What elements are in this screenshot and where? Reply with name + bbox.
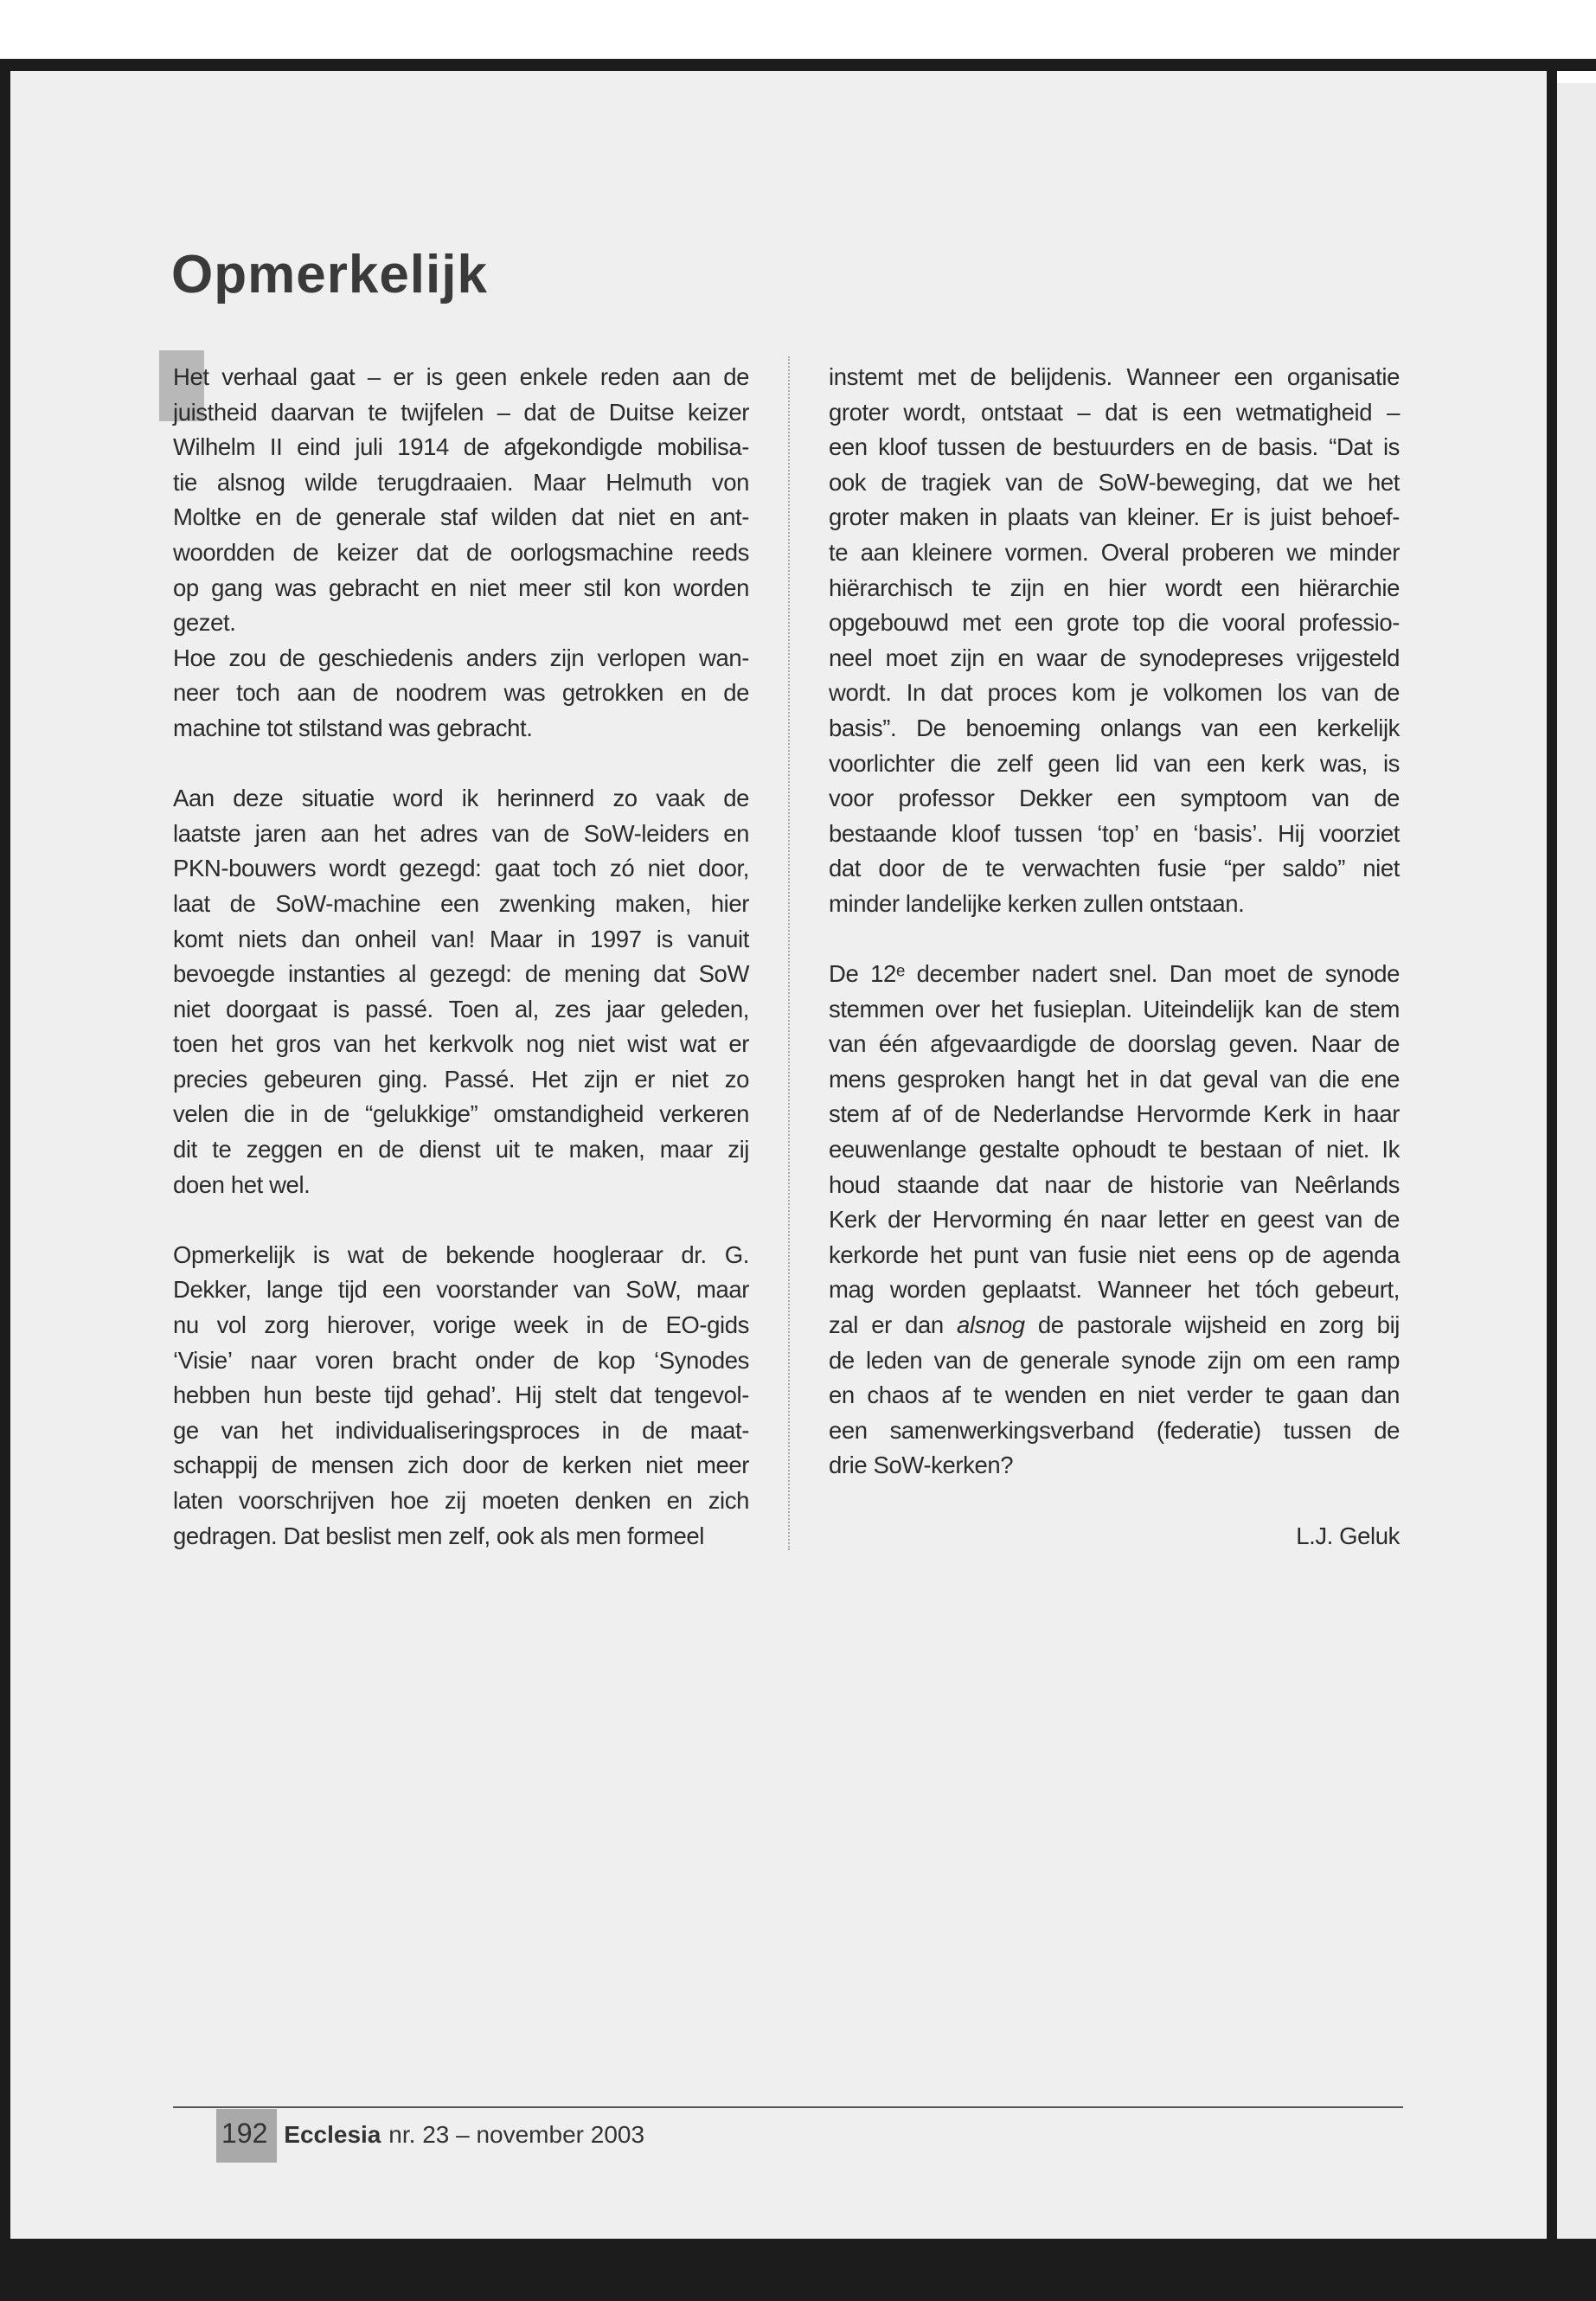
text-line: juistheid daarvan te twijfelen – dat de Duitse keizer [173, 398, 749, 426]
scan-border-right [1547, 59, 1557, 2247]
text-line: gedragen. Dat beslist men zelf, ook als men formeel [173, 1522, 704, 1549]
text-line: voorlichter die zelf geen lid van een kerk was, is [829, 749, 1400, 777]
paragraph-gap [173, 1202, 749, 1238]
text-line: precies gebeuren ging. Passé. Het zijn er niet zo [173, 1065, 749, 1093]
text-line: stem af of de Nederlandse Hervormde Kerk in haar [829, 1100, 1400, 1128]
text-line: gezet. [173, 609, 236, 637]
text-line: woordden de keizer dat de oorlogsmachine reeds [173, 538, 749, 566]
text-line: en chaos af te wenden en niet verder te gaan dan [829, 1381, 1400, 1409]
text-line: niet doorgaat is passé. Toen al, zes jaar geleden, [173, 995, 749, 1022]
text-line: laat de SoW-machine een zwenking maken, hier [173, 889, 749, 917]
text-line: stemmen over het fusieplan. Uiteindelijk kan de stem [829, 995, 1400, 1022]
text-line: bevoegde instanties al gezegd: de mening dat SoW [173, 960, 749, 988]
text-line: basis”. De benoeming onlangs van een kerkelijk [829, 714, 1400, 741]
text-line: ook de tragiek van de SoW-beweging, dat we het [829, 468, 1400, 496]
text-line: op gang was gebracht en niet meer stil kon worden [173, 574, 749, 601]
text-line: hiërarchisch te zijn en hier wordt een hiërarchie [829, 574, 1400, 601]
scan-border-bottom [0, 2239, 1596, 2301]
text-line: minder landelijke kerken zullen ontstaan. [829, 889, 1245, 917]
text-line: wordt. In dat proces kom je volkomen los van de [829, 679, 1400, 707]
text-line: mag worden geplaatst. Wanneer het tóch gebeurt, [829, 1276, 1400, 1304]
text-line: groter maken in plaats van kleiner. Er is juist behoef- [829, 503, 1400, 531]
text-segment: zal er dan [829, 1311, 957, 1339]
text-line: Aan deze situatie word ik herinnerd zo vaak de [173, 785, 749, 812]
paragraph-gap [829, 1484, 1400, 1519]
footer [221, 2118, 644, 2150]
scan-border-left [0, 59, 10, 2247]
text-line: ‘Visie’ naar voren bracht onder de kop ‘Synodes [173, 1346, 749, 1374]
text-line: Hoe zou de geschiedenis anders zijn verlopen wan- [173, 644, 749, 671]
text-line: Wilhelm II eind juli 1914 de afgekondigde mobilisa- [173, 433, 749, 461]
text-line: hebben hun beste tijd gehad’. Hij stelt dat tengevol- [173, 1381, 749, 1409]
paragraph-gap [173, 747, 749, 782]
text-line: drie SoW-kerken? [829, 1452, 1014, 1479]
text-line: te aan kleinere vormen. Overal proberen we minder [829, 538, 1400, 566]
text-line: toen het gros van het kerkvolk nog niet wist wat er [173, 1030, 749, 1058]
text-line: komt niets dan onheil van! Maar in 1997 is vanuit [173, 925, 749, 952]
text-line: neel moet zijn en waar de synodepreses vrijgesteld [829, 644, 1400, 671]
column-divider [788, 356, 790, 1550]
text-line: ge van het individualiseringsproces in de maat- [173, 1416, 749, 1444]
text-line: laatste jaren aan het adres van de SoW-leiders en [173, 819, 749, 847]
text-line: Opmerkelijk is wat de bekende hoogleraar dr. G. [173, 1240, 749, 1268]
text-line: laten voorschrijven hoe zij moeten denken en zich [173, 1487, 749, 1514]
text-line: De 12ᵉ december nadert snel. Dan moet de synode [829, 960, 1400, 988]
right-column [829, 360, 1400, 1554]
page-number: 192 [221, 2118, 268, 2149]
text-line: houd staande dat naar de historie van Neêrlands [829, 1170, 1400, 1198]
text-line: bestaande kloof tussen ‘top’ en ‘basis’. Hij voorziet [829, 819, 1400, 847]
article-title: Opmerkelijk [171, 245, 488, 304]
text-line: voor professor Dekker een symptoom van de [829, 785, 1400, 812]
scan-border-top [0, 59, 1596, 71]
text-line: neer toch aan de noodrem was getrokken en de [173, 679, 749, 707]
text-line: groter wordt, ontstaat – dat is een wetmatigheid – [829, 398, 1400, 426]
text-line: Moltke en de generale staf wilden dat niet en ant- [173, 503, 749, 531]
author-signature: L.J. Geluk [1296, 1522, 1400, 1549]
text-line: kerkorde het punt van fusie niet eens op de agenda [829, 1240, 1400, 1268]
text-line: dat door de te verwachten fusie “per saldo” niet [829, 855, 1400, 882]
italic-text: alsnog [957, 1311, 1025, 1339]
text-line: een kloof tussen de bestuurders en de basis. “Dat is [829, 433, 1400, 461]
text-line: Dekker, lange tijd een voorstander van SoW, maar [173, 1276, 749, 1304]
issue-info: nr. 23 – november 2003 [388, 2121, 645, 2148]
adjacent-page-edge [1557, 83, 1596, 2239]
footer-rule [173, 2106, 1403, 2108]
text-line: de leden van de generale synode zijn om een ramp [829, 1346, 1400, 1374]
magazine-name: Ecclesia [284, 2121, 381, 2148]
text-line: nu vol zorg hierover, vorige week in de EO-gids [173, 1311, 749, 1339]
text-line: instemt met de belijdenis. Wanneer een organisatie [829, 363, 1400, 390]
text-line: opgebouwd met een grote top die vooral professio- [829, 609, 1400, 637]
text-line: PKN-bouwers wordt gezegd: gaat toch zó niet door, [173, 855, 749, 882]
text-line: dit te zeggen en de dienst uit te maken, maar zij [173, 1136, 749, 1163]
text-line: tie alsnog wilde terugdraaien. Maar Helmuth von [173, 468, 749, 496]
text-line: eeuwenlange gestalte ophoudt te bestaan of niet. Ik [829, 1136, 1400, 1163]
text-line: mens gesproken hangt het in dat geval van die ene [829, 1065, 1400, 1093]
paragraph-gap [829, 922, 1400, 958]
text-segment: de pastorale wijsheid en zorg bij [1024, 1311, 1400, 1339]
text-line: Kerk der Hervorming én naar letter en geest van de [829, 1206, 1400, 1234]
text-line: Het verhaal gaat – er is geen enkele reden aan de [173, 363, 749, 390]
text-line [829, 1308, 1400, 1343]
text-line: een samenwerkingsverband (federatie) tussen de [829, 1416, 1400, 1444]
text-line: van één afgevaardigde de doorslag geven. Naar de [829, 1030, 1400, 1058]
text-line: doen het wel. [173, 1170, 311, 1198]
text-line: velen die in de “gelukkige” omstandigheid verkeren [173, 1100, 749, 1128]
left-column [173, 360, 749, 1554]
text-line: machine tot stilstand was gebracht. [173, 714, 533, 741]
text-line: schappij de mensen zich door de kerken niet meer [173, 1452, 749, 1479]
